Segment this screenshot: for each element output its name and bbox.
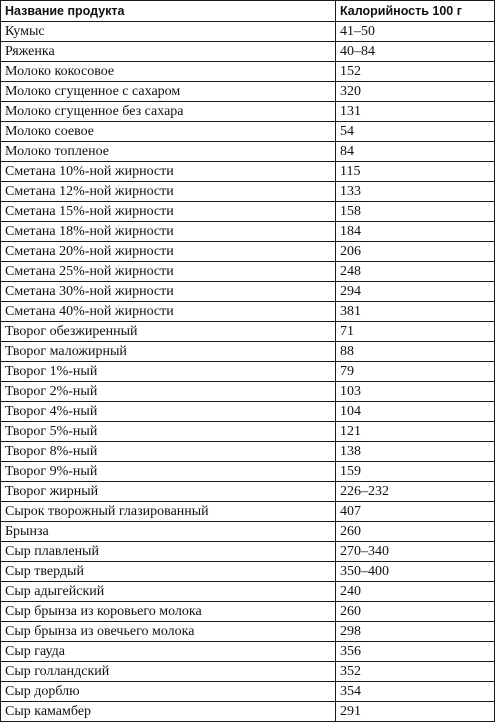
product-name-cell: Творог 5%-ный bbox=[1, 422, 336, 442]
table-row bbox=[1, 42, 495, 62]
product-name-cell: Сыр брынза из овечьего молока bbox=[1, 622, 336, 642]
table-row bbox=[1, 602, 495, 622]
product-name-cell: Сырок творожный глазированный bbox=[1, 502, 336, 522]
table-row bbox=[1, 582, 495, 602]
table-row bbox=[1, 362, 495, 382]
calories-cell: 260 bbox=[336, 602, 495, 622]
table-row bbox=[1, 322, 495, 342]
product-name-cell: Сметана 40%-ной жирности bbox=[1, 302, 336, 322]
table-row bbox=[1, 562, 495, 582]
calories-cell: 138 bbox=[336, 442, 495, 462]
table-row bbox=[1, 642, 495, 662]
calories-cell: 291 bbox=[336, 702, 495, 722]
table-row bbox=[1, 222, 495, 242]
product-name-cell: Сыр адыгейский bbox=[1, 582, 336, 602]
header-row bbox=[1, 1, 495, 22]
product-name-cell: Молоко соевое bbox=[1, 122, 336, 142]
table-row bbox=[1, 22, 495, 42]
table-row bbox=[1, 482, 495, 502]
calories-cell: 320 bbox=[336, 82, 495, 102]
product-name-cell: Творог 2%-ный bbox=[1, 382, 336, 402]
product-name-cell: Молоко топленое bbox=[1, 142, 336, 162]
product-name-cell: Молоко сгущенное без сахара bbox=[1, 102, 336, 122]
product-name-cell: Сыр твердый bbox=[1, 562, 336, 582]
product-name-cell: Творог маложирный bbox=[1, 342, 336, 362]
product-name-cell: Сыр камамбер bbox=[1, 702, 336, 722]
calories-cell: 407 bbox=[336, 502, 495, 522]
table-row bbox=[1, 162, 495, 182]
product-name-cell: Творог 1%-ный bbox=[1, 362, 336, 382]
calories-cell: 158 bbox=[336, 202, 495, 222]
product-name-cell: Сыр брынза из коровьего молока bbox=[1, 602, 336, 622]
calories-cell: 133 bbox=[336, 182, 495, 202]
product-name-cell: Сыр голландский bbox=[1, 662, 336, 682]
table-row bbox=[1, 302, 495, 322]
table-row bbox=[1, 622, 495, 642]
table-row bbox=[1, 62, 495, 82]
calories-cell: 298 bbox=[336, 622, 495, 642]
table-row bbox=[1, 82, 495, 102]
product-name-cell: Сметана 12%-ной жирности bbox=[1, 182, 336, 202]
calories-cell: 131 bbox=[336, 102, 495, 122]
calories-cell: 352 bbox=[336, 662, 495, 682]
calories-cell: 40–84 bbox=[336, 42, 495, 62]
table-row bbox=[1, 422, 495, 442]
product-name-cell: Творог 4%-ный bbox=[1, 402, 336, 422]
table-row bbox=[1, 122, 495, 142]
calories-cell: 84 bbox=[336, 142, 495, 162]
table-row bbox=[1, 182, 495, 202]
calories-cell: 260 bbox=[336, 522, 495, 542]
product-name-cell: Молоко сгущенное с сахаром bbox=[1, 82, 336, 102]
table-row bbox=[1, 282, 495, 302]
calories-cell: 226–232 bbox=[336, 482, 495, 502]
table-row bbox=[1, 202, 495, 222]
product-name-cell: Творог 8%-ный bbox=[1, 442, 336, 462]
table-row bbox=[1, 342, 495, 362]
product-name-cell: Сметана 20%-ной жирности bbox=[1, 242, 336, 262]
calories-cell: 115 bbox=[336, 162, 495, 182]
calories-cell: 41–50 bbox=[336, 22, 495, 42]
calories-cell: 294 bbox=[336, 282, 495, 302]
table-row bbox=[1, 502, 495, 522]
table-header bbox=[1, 1, 495, 22]
calories-cell: 121 bbox=[336, 422, 495, 442]
calories-cell: 356 bbox=[336, 642, 495, 662]
calories-cell: 79 bbox=[336, 362, 495, 382]
table-row bbox=[1, 542, 495, 562]
calories-cell: 354 bbox=[336, 682, 495, 702]
table-row bbox=[1, 522, 495, 542]
product-name-cell: Сметана 18%-ной жирности bbox=[1, 222, 336, 242]
calories-cell: 206 bbox=[336, 242, 495, 262]
calories-cell: 240 bbox=[336, 582, 495, 602]
product-name-cell: Сметана 15%-ной жирности bbox=[1, 202, 336, 222]
product-name-cell: Сметана 10%-ной жирности bbox=[1, 162, 336, 182]
table-row bbox=[1, 382, 495, 402]
product-name-cell: Сметана 30%-ной жирности bbox=[1, 282, 336, 302]
product-name-cell: Кумыс bbox=[1, 22, 336, 42]
product-name-cell: Брынза bbox=[1, 522, 336, 542]
calories-cell: 184 bbox=[336, 222, 495, 242]
calories-cell: 88 bbox=[336, 342, 495, 362]
header-calories: Калорийность 100 г bbox=[336, 1, 495, 22]
table-row bbox=[1, 142, 495, 162]
calories-cell: 381 bbox=[336, 302, 495, 322]
product-name-cell: Творог 9%-ный bbox=[1, 462, 336, 482]
calories-cell: 71 bbox=[336, 322, 495, 342]
table-row bbox=[1, 402, 495, 422]
product-name-cell: Сыр плавленый bbox=[1, 542, 336, 562]
product-name-cell: Творог жирный bbox=[1, 482, 336, 502]
calories-cell: 248 bbox=[336, 262, 495, 282]
table-row bbox=[1, 462, 495, 482]
header-product-name: Название продукта bbox=[1, 1, 336, 22]
table-row bbox=[1, 702, 495, 722]
table-row bbox=[1, 262, 495, 282]
product-name-cell: Ряженка bbox=[1, 42, 336, 62]
table-row bbox=[1, 442, 495, 462]
calories-cell: 54 bbox=[336, 122, 495, 142]
calories-cell: 159 bbox=[336, 462, 495, 482]
table-row bbox=[1, 102, 495, 122]
calories-cell: 104 bbox=[336, 402, 495, 422]
table-body bbox=[1, 22, 495, 722]
table-row bbox=[1, 242, 495, 262]
product-name-cell: Сметана 25%-ной жирности bbox=[1, 262, 336, 282]
table-row bbox=[1, 682, 495, 702]
calories-cell: 103 bbox=[336, 382, 495, 402]
calories-cell: 152 bbox=[336, 62, 495, 82]
table-row bbox=[1, 662, 495, 682]
calories-cell: 270–340 bbox=[336, 542, 495, 562]
product-name-cell: Творог обезжиренный bbox=[1, 322, 336, 342]
calories-cell: 350–400 bbox=[336, 562, 495, 582]
product-name-cell: Сыр гауда bbox=[1, 642, 336, 662]
product-name-cell: Молоко кокосовое bbox=[1, 62, 336, 82]
product-name-cell: Сыр дорблю bbox=[1, 682, 336, 702]
